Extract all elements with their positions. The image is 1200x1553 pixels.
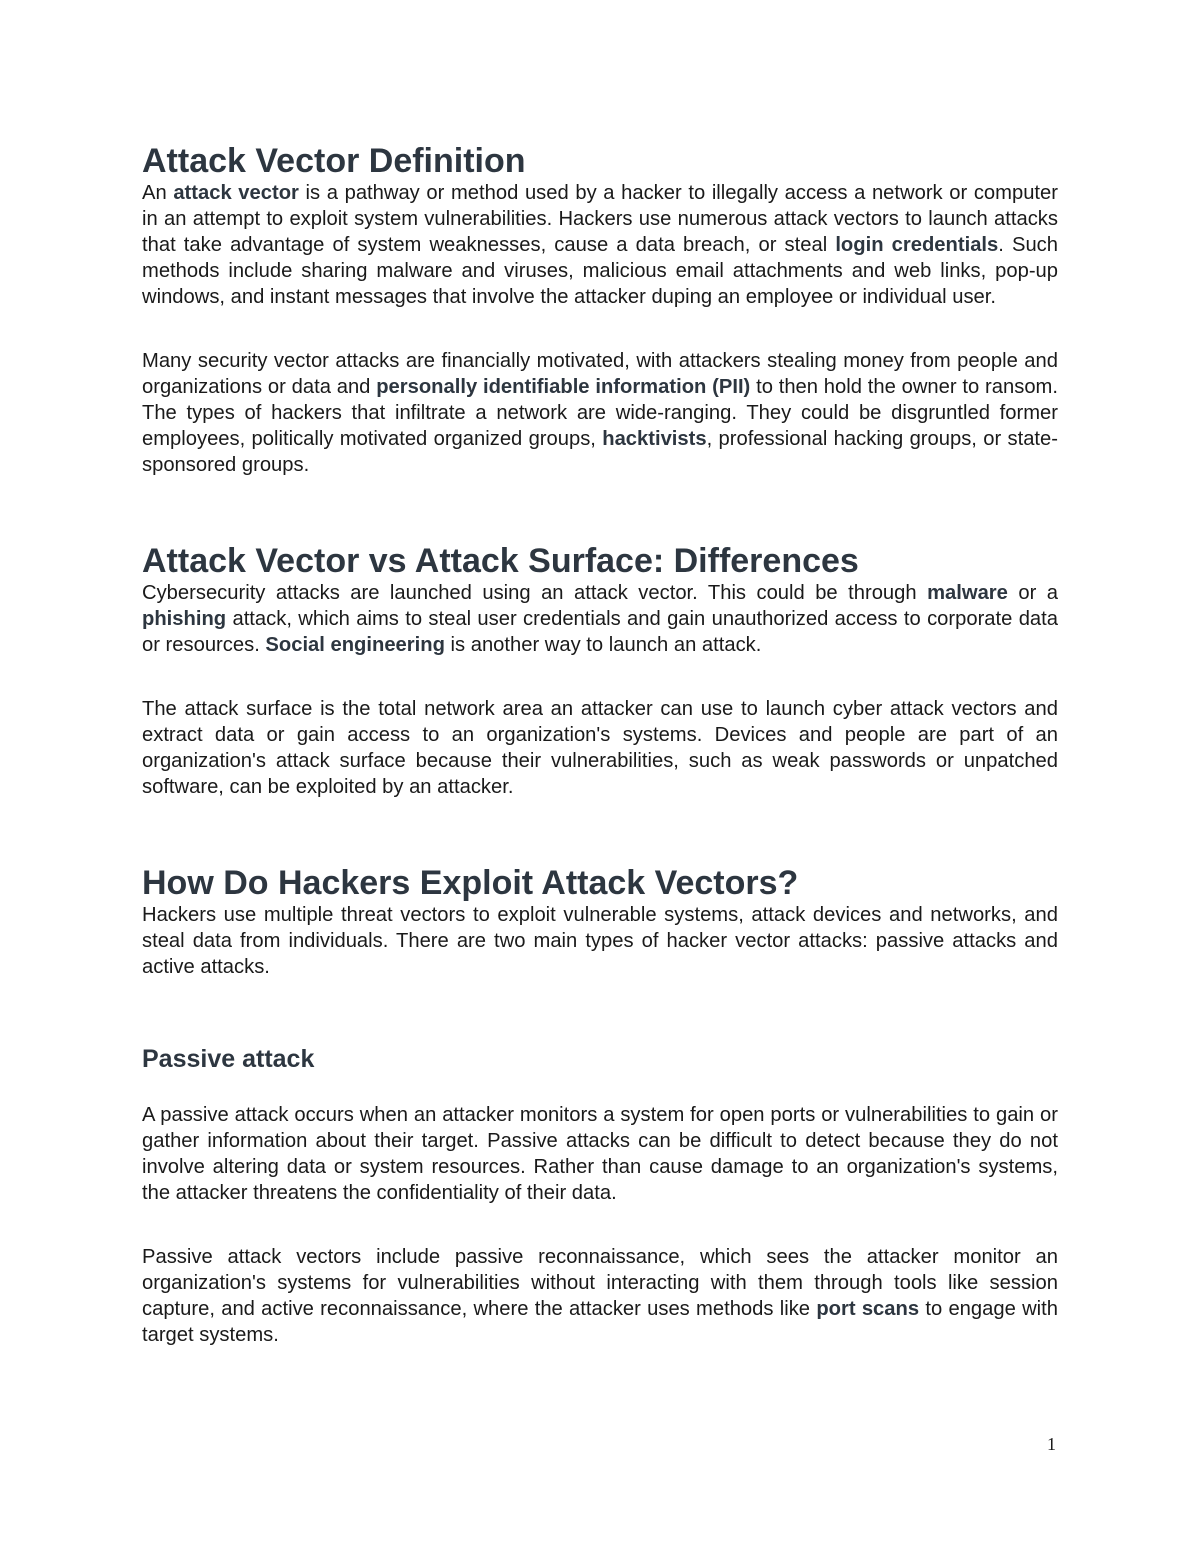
term-port-scans: port scans: [816, 1298, 920, 1320]
heading-attack-vector-definition: Attack Vector Definition: [142, 142, 526, 180]
paragraph-passive-vectors: Passive attack vectors include passive reconnaissance, which sees the attacker monitor an organization's systems for vulnerabilities without interacting with them through tools like session capture, and active reconnaissance, where the attacker uses methods like port scans to engage with target systems.: [142, 1246, 1058, 1346]
heading-how-hackers-exploit: How Do Hackers Exploit Attack Vectors?: [142, 864, 799, 902]
term-hacktivists: hacktivists: [602, 428, 707, 450]
term-attack-vector: attack vector: [173, 182, 299, 204]
paragraph-attack-surface: The attack surface is the total network area an attacker can use to launch cyber attack vectors and extract data or gain access to an organization's systems. Devices and people are part of an organization's attack surface because their vulnerabilities, such as weak passwords or unpatched software, can be exploited by an attacker.: [142, 698, 1058, 798]
term-phishing: phishing: [142, 608, 227, 630]
term-malware: malware: [927, 582, 1008, 604]
page-number: 1: [1047, 1434, 1056, 1454]
paragraph-passive-definition: A passive attack occurs when an attacker monitors a system for open ports or vulnerabilities to gain or gather information about their target. Passive attacks can be difficult to detect because they do not involve altering data or system resources. Rather than cause damage to an organization's systems, the attacker threatens the confidentiality of their data.: [142, 1104, 1058, 1204]
heading-passive-attack: Passive attack: [142, 1045, 315, 1073]
term-pii: personally identifiable information (PII): [376, 376, 751, 398]
document-body: [142, 142, 1058, 1348]
term-login-credentials: login credentials: [835, 234, 999, 256]
paragraph-motivation: Many security vector attacks are financially motivated, with attackers stealing money from people and organizations or data and personally identifiable information (PII) to then hold the owner to ransom. The types of hackers that infiltrate a network are wide-ranging. They could be disgruntled former employees, politically motivated organized groups, hacktivists, professional hacking groups, or state-sponsored groups.: [142, 350, 1058, 476]
term-social-engineering: Social engineering: [265, 634, 445, 656]
paragraph-attack-vector: Cybersecurity attacks are launched using an attack vector. This could be through malware or a phishing attack, which aims to steal user credentials and gain unauthorized access to corporate data or resources. Social engineering is another way to launch an attack.: [142, 582, 1058, 656]
paragraph-definition: An attack vector is a pathway or method used by a hacker to illegally access a network or computer in an attempt to exploit system vulnerabilities. Hackers use numerous attack vectors to launch attacks that take advantage of system weaknesses, cause a data breach, or steal login credentials. Such methods include sharing malware and viruses, malicious email attachments and web links, pop-up windows, and instant messages that involve the attacker duping an employee or individual user.: [142, 182, 1059, 308]
paragraph-exploit-overview: Hackers use multiple threat vectors to exploit vulnerable systems, attack devices and networks, and steal data from individuals. There are two main types of hacker vector attacks: passive attacks and active attacks.: [142, 904, 1058, 978]
heading-vector-vs-surface: Attack Vector vs Attack Surface: Differences: [142, 542, 859, 580]
